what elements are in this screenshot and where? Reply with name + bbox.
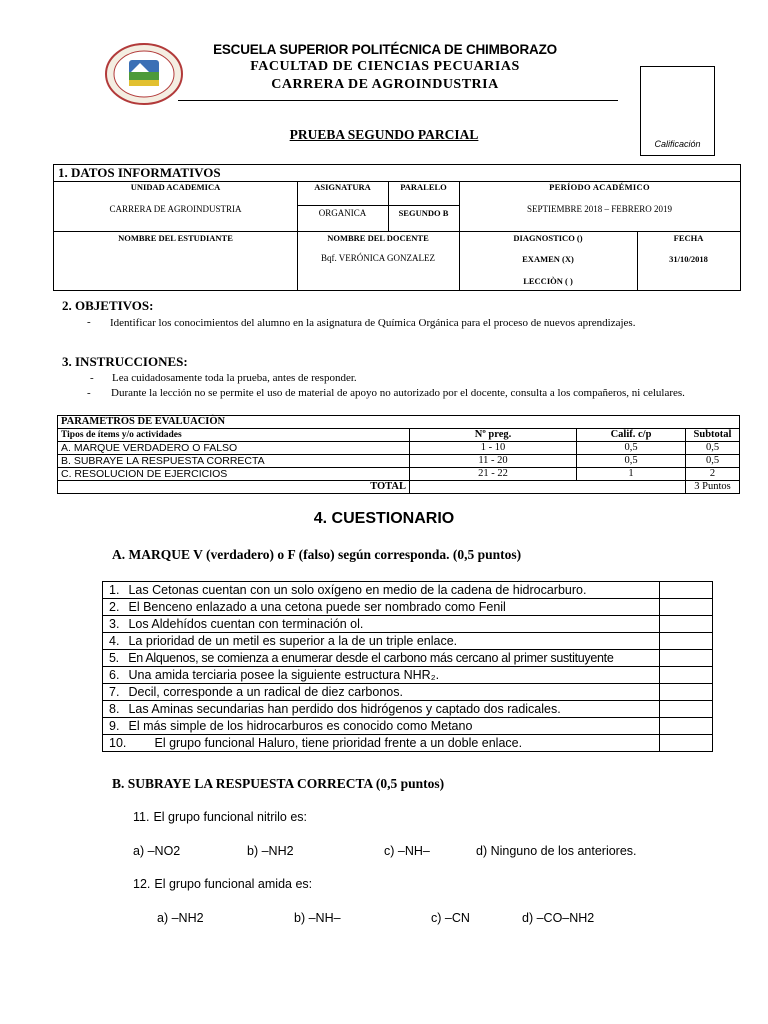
statement-text: La prioridad de un metil es superior a la de un triple enlace. [128, 634, 458, 648]
answer-cell[interactable] [660, 616, 713, 633]
true-false-table [102, 581, 713, 752]
university-seal [104, 42, 184, 106]
datos-heading: 1. DATOS INFORMATIVOS [58, 165, 221, 180]
periodo-value: SEPTIEMBRE 2018 – FEBRERO 2019 [526, 204, 672, 214]
answer-cell[interactable] [660, 582, 713, 599]
statement-text: Las Aminas secundarias han perdido dos hidrógenos y captado dos radicales. [128, 702, 561, 716]
paralelo-value: SEGUNDO B [398, 208, 449, 218]
q11-option-c[interactable]: c) –NH– [384, 844, 430, 858]
statement-row: 9. El más simple de los hidrocarburos es conocido como Metano [103, 718, 713, 735]
q12-option-a[interactable]: a) –NH2 [157, 911, 204, 925]
instruccion-text: Durante la lección no se permite el uso de material de apoyo no autorizado por el docente, consulta a los compañeros, ni celulares. [111, 387, 685, 399]
unidad-value: CARRERA DE AGROINDUSTRIA [109, 204, 242, 214]
answer-cell[interactable] [660, 633, 713, 650]
leccion-option: LECCIÒN ( ) [523, 276, 573, 286]
total-label: TOTAL [58, 481, 410, 494]
career-name: CARRERA DE AGROINDUSTRIA [271, 77, 499, 92]
statement-text: Decil, corresponde a un radical de diez carbonos. [128, 685, 403, 699]
faculty-name: FACULTAD DE CIENCIAS PECUARIAS [250, 59, 520, 74]
q12-option-c[interactable]: c) –CN [431, 911, 470, 925]
q11-option-b[interactable]: b) –NH2 [247, 844, 294, 858]
question-12 [133, 877, 312, 891]
statement-row: 6. Una amida terciaria posee la siguiente estructura NHR₂. [103, 667, 713, 684]
estudiante-label: NOMBRE DEL ESTUDIANTE [118, 233, 233, 243]
statement-text: Los Aldehídos cuentan con terminación ol. [128, 617, 364, 631]
examen-option: EXAMEN (X) [522, 254, 574, 264]
statement-text: Las Cetonas cuentan con un solo oxígeno en medio de la cadena de hidrocarburo. [128, 583, 587, 597]
objetivos-text: Identificar los conocimientos del alumno en la asignatura de Química Orgánica para el proceso de nuevos aprendizajes. [110, 317, 636, 329]
statement-row: 8. Las Aminas secundarias han perdido dos hidrógenos y captado dos radicales. [103, 701, 713, 718]
answer-cell[interactable] [660, 701, 713, 718]
statement-row: 4. La prioridad de un metil es superior a la de un triple enlace. [103, 633, 713, 650]
answer-cell[interactable] [660, 684, 713, 701]
col-tipos: Tipos de ítems y/o actividades [58, 429, 410, 442]
statement-text: El más simple de los hidrocarburos es conocido como Metano [128, 719, 473, 733]
statement-text: El Benceno enlazado a una cetona puede ser nombrado como Fenil [128, 600, 506, 614]
col-calif: Calif. c/p [577, 429, 686, 442]
grade-label: Calificación [654, 139, 701, 149]
instruccion-item: - Durante la lección no se permite el uso de material de apoyo no autorizado por el docente, consulta a los compañeros, ni celulares. [87, 386, 697, 401]
col-subtotal: Subtotal [686, 429, 740, 442]
statement-row: 10. El grupo funcional Haluro, tiene prioridad frente a un doble enlace. [103, 735, 713, 752]
asignatura-label: ASIGNATURA [314, 182, 371, 192]
periodo-label: PERÍODO ACADÉMICO [549, 182, 650, 192]
asignatura-value: ORGANICA [318, 208, 367, 218]
question-text: El grupo funcional nitrilo es: [153, 810, 308, 824]
parametros-row: B. SUBRAYE LA RESPUESTA CORRECTA 11 - 20 0,5 0,5 [58, 455, 740, 468]
parametros-row: A. MARQUE VERDADERO O FALSO 1 - 10 0,5 0,5 [58, 442, 740, 455]
q11-option-a[interactable]: a) –NO2 [133, 844, 181, 858]
parametros-row: C. RESOLUCION DE EJERCICIOS 21 - 22 1 2 [58, 468, 740, 481]
section-a-title: A. MARQUE V (verdadero) o F (falso) según corresponda. (0,5 puntos) [112, 547, 522, 562]
statement-text: Una amida terciaria posee la siguiente estructura NHR₂. [128, 668, 440, 682]
answer-cell[interactable] [660, 599, 713, 616]
q11-option-d[interactable]: d) Ninguno de los anteriores. [476, 844, 637, 858]
instruccion-item: - Lea cuidadosamente toda la prueba, antes de responder. [90, 372, 357, 384]
q12-option-d[interactable]: d) –CO–NH2 [522, 911, 595, 925]
col-preg: Nº preg. [410, 429, 577, 442]
question-11 [133, 810, 307, 824]
objetivos-heading: 2. OBJETIVOS: [62, 298, 154, 313]
parametros-table [57, 415, 740, 494]
question-number: 12. [133, 877, 151, 891]
answer-cell[interactable] [660, 667, 713, 684]
statement-row: 7. Decil, corresponde a un radical de diez carbonos. [103, 684, 713, 701]
statement-text: En Alquenos, se comienza a enumerar desde el carbono más cercano al primer sustituyente [128, 651, 614, 665]
instruccion-text: Lea cuidadosamente toda la prueba, antes de responder. [112, 372, 357, 384]
datos-informativos-section [53, 164, 741, 291]
docente-label: NOMBRE DEL DOCENTE [327, 233, 429, 243]
q12-option-b[interactable]: b) –NH– [294, 911, 341, 925]
cuestionario-heading: 4. CUESTIONARIO [313, 510, 455, 527]
statement-row: 2. El Benceno enlazado a una cetona puede ser nombrado como Fenil [103, 599, 713, 616]
section-b-title: B. SUBRAYE LA RESPUESTA CORRECTA (0,5 puntos) [112, 776, 445, 791]
answer-cell[interactable] [660, 650, 713, 667]
instrucciones-heading: 3. INSTRUCCIONES: [62, 354, 188, 369]
answer-cell[interactable] [660, 718, 713, 735]
fecha-value: 31/10/2018 [669, 254, 708, 264]
statement-text: El grupo funcional Haluro, tiene prioridad frente a un doble enlace. [154, 736, 523, 750]
parametros-title: PARAMETROS DE EVALUACIÒN [58, 416, 740, 429]
statement-row: 1. Las Cetonas cuentan con un solo oxígeno en medio de la cadena de hidrocarburo. [103, 582, 713, 599]
question-number: 11. [133, 810, 150, 824]
docente-value: Bqf. VERÓNICA GONZALEZ [320, 253, 436, 263]
paralelo-label: PARALELO [400, 182, 447, 192]
unidad-label: UNIDAD ACADEMICA [130, 182, 221, 192]
diagnostico-option: DIAGNOSTICO () [513, 233, 583, 243]
total-value: 3 Puntos [686, 481, 740, 494]
fecha-label: FECHA [673, 233, 704, 243]
objetivos-dash: - [87, 316, 91, 328]
institution-name: ESCUELA SUPERIOR POLITÉCNICA DE CHIMBORAZO [213, 42, 557, 57]
statement-row: 5. En Alquenos, se comienza a enumerar desde el carbono más cercano al primer sustituyente [103, 650, 713, 667]
answer-cell[interactable] [660, 735, 713, 752]
grade-box [640, 66, 715, 156]
question-text: El grupo funcional amida es: [154, 877, 313, 891]
header-rule [178, 100, 618, 101]
statement-row: 3. Los Aldehídos cuentan con terminación ol. [103, 616, 713, 633]
exam-title: PRUEBA SEGUNDO PARCIAL [289, 127, 479, 142]
